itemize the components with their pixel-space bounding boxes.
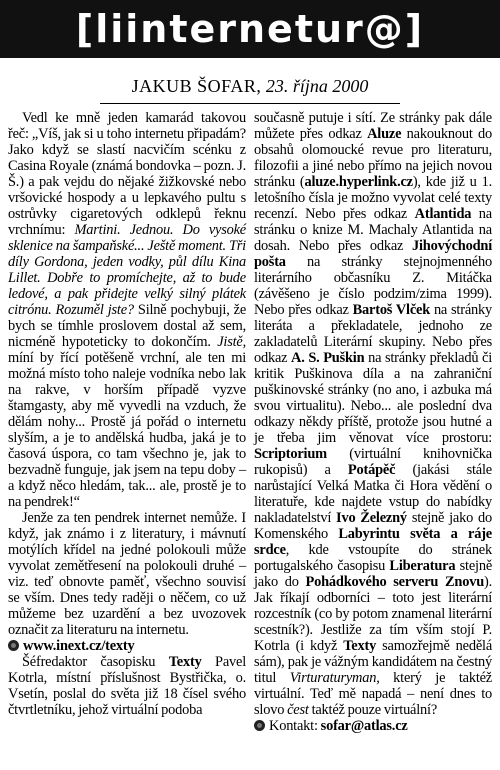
article-body	[0, 110, 500, 770]
text-run: ), kde již u 1. letošního čísla je možno vyvolat celé texty recenzí. Nebo přes odkaz	[254, 174, 492, 222]
bold-run: Atlantida	[414, 206, 472, 222]
left-column	[8, 110, 246, 718]
paragraph	[8, 110, 246, 510]
bold-run: Labyrintu světa a ráje srdce	[254, 526, 492, 558]
text-run: stejně jako do Komenského	[254, 510, 492, 542]
text-run: samozřejmě nedělá sám), pak je vážným kandidátem na čestný titul	[254, 638, 493, 686]
publication-date: 23. října 2000	[265, 76, 369, 96]
bold-run: Bartoš Vlček	[352, 302, 431, 318]
italic-run: Jistě,	[217, 334, 246, 350]
italic-run: Virturaturyman	[289, 670, 377, 686]
bold-run: Scriptorium	[254, 446, 327, 462]
text-run: Šéfredaktor časopisku	[22, 654, 169, 670]
contact-label: Kontakt:	[269, 718, 321, 734]
contact-email[interactable]: sofar@atlas.cz	[320, 718, 408, 734]
bold-run: Aluze	[367, 126, 402, 142]
texty-link[interactable]: www.inext.cz/texty	[23, 638, 135, 654]
bold-run: Texty	[343, 638, 377, 654]
bold-run: Liberatura	[389, 558, 456, 574]
text-run: Silně pochybuji, že bych se tímhle proslovem dostal až sem, nicméně hypoteticky to dokončím.	[8, 302, 246, 350]
text-run: taktéž pouze virtuální?	[308, 702, 438, 718]
text-run: současně putuje i sítí. Ze stránky pak dále můžete přes odkaz	[254, 110, 492, 142]
italic-run: čest	[287, 702, 309, 718]
bold-run: aluze.hyperlink.cz	[304, 174, 413, 190]
right-column	[254, 110, 492, 734]
text-run: ). Jak říkají odborníci – toto jest literární rozcestník (co by potom znamenal literární scestník?). Jestliže za tím vším stojí P. Kotrla (i když	[254, 574, 492, 654]
text-run: na stránky literáta a překladatele, jednoho ze zakladatelů Literární skupiny. Nebo přes odkaz	[254, 302, 492, 366]
text-run: Vedl ke mně jeden kamarád takovou řeč: „Víš, jak si u toho internetu připadám? Jako když se slastí nacvičím scénku z Casina Royale (známá bondovka – pozn. J. Š.) a pak vejdu do nějaké žižkovské nebo vršovické hospody a u lepkavého pultu s ostrůvky cigaretových odklepů řeknu vrchnímu:	[8, 110, 246, 238]
italic-run: Martini. Jednou. Do vysoké sklenice na šampaňské... Ještě moment. Tři díly Gordona, jeden vodky, půl dílu Kina Lillet. Dobře to promíchejte, až to bude ledové, a pak přidejte velký silný plátek citrónu. Rozuměl jste?	[8, 222, 246, 318]
column-title: [liinternetur@]	[75, 7, 425, 51]
text-run: (jakási stále narůstající Velká Matka či Hora vědění o literatuře, kde najdete vstup do nabídky nakladatelství	[254, 462, 492, 526]
text-run: , který je taktéž virtuální. Teď mě napadá – není dnes to slovo	[254, 670, 492, 718]
header-band	[0, 0, 500, 58]
text-run: (virtuální knihovnička rukopisů) a	[254, 446, 492, 478]
text-run: Pavel Kotrla, místní příslušnost Bystřička, o. Vsetín, poslal do světa již 18 čísel svého čtvrtletníku, jehož virtuální podoba	[8, 654, 246, 718]
paragraph: Jenže za ten pendrek internet nemůže. I když, jak známo i z literatury, i mávnutí motýlích křídel na jedné polokouli může vyvolat zemětřesení na polokouli druhé – viz. teď obnovte paměť, všechno souvisí se vším. Dnes tedy raději o něčem, co už můžeme bez uzardění a bez uvozovek označit za literaturu na internetu.	[8, 510, 246, 638]
bold-run: Texty	[168, 654, 202, 670]
bold-run: Potápěč	[347, 462, 396, 478]
bullet-icon	[254, 720, 265, 731]
bold-run: Ivo Železný	[336, 510, 407, 526]
text-run: na stránky stejnojmenného literárního občasníku Z. Mitáčka (závěšeno je číslo podzim/zima 1999). Nebo přes odkaz	[254, 254, 492, 318]
bold-run: A. S. Puškin	[291, 350, 365, 366]
text-run: míní by řící potěšeně vrchní, ale ten mi možná místo toho naleje vodníka nebo lak na rakve, v horším případě vyzve štamgasty, aby mě vyvedli na vzduch, že dělám nohy... Prostě já pořád o internetu slyším, a je to andělská hudba, jaká je to časová úspora, co tam všechno je, jak to bezvadně funguje, jak jsem na tepu doby – a když něco hledám, tak... ale, prostě je to na pendrek!“	[8, 350, 246, 510]
text-run: na stránku o knize M. Machaly Atlantida na dosah. Nebo přes odkaz	[254, 206, 492, 254]
paragraph	[8, 654, 246, 718]
text-run: stejně jako do	[254, 558, 493, 590]
paragraph	[254, 110, 492, 718]
link-line	[8, 638, 246, 654]
byline	[0, 76, 500, 96]
text-run: nakouknout do obsahů olomoucké revue pro literaturu, filozofii a jiné nebo přímo na jejich novou stránku (	[254, 126, 493, 190]
byline-rule	[100, 103, 400, 104]
bold-run: Jihovýchodní pošta	[254, 238, 492, 270]
text-run: na stránky překladů či kritik Puškinova díla a na zahraniční puškinovské stránky (no ano, i azbuka má svou virtualitu). Nebo... ale poslední dva odkazy někdy příště, protože jsou hutné a je třeba jim věnovat více prostoru:	[254, 350, 492, 446]
text-run: , kde vstoupíte do stránek portugalského časopisu	[254, 542, 492, 574]
bold-run: Pohádkového serveru Znovu	[305, 574, 484, 590]
bullet-icon	[8, 640, 19, 651]
author-name: JAKUB ŠOFAR,	[131, 76, 262, 96]
contact-line	[254, 718, 492, 734]
